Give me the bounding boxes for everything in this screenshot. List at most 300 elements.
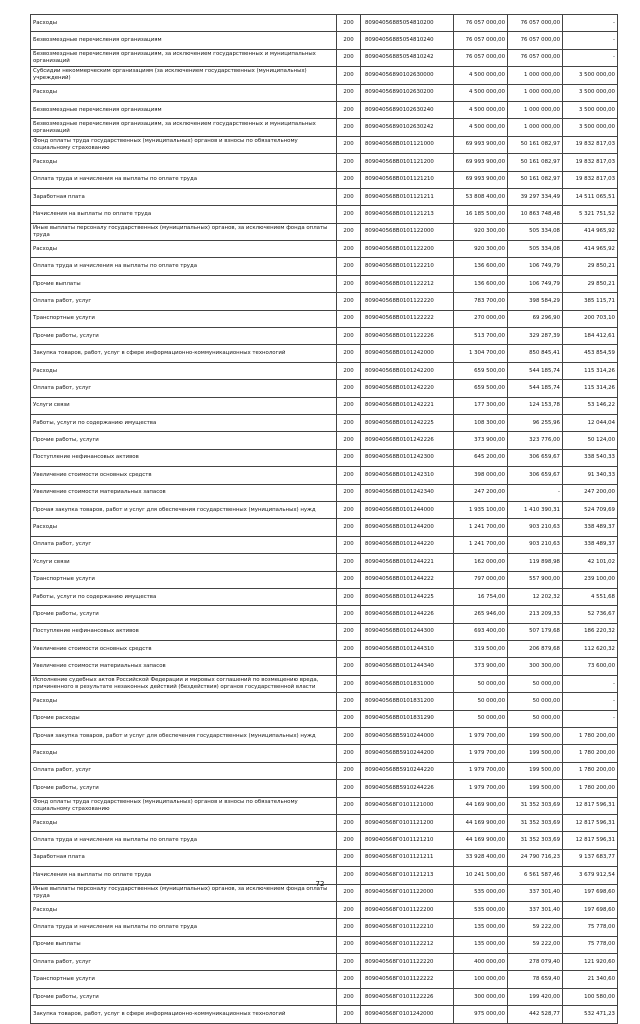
row-name-cell: Увеличение стоимости материальных запасов — [31, 658, 337, 675]
executed-amount-cell: 278 079,40 — [508, 954, 563, 971]
unexecuted-amount-cell: 3 500 000,00 — [563, 67, 618, 84]
row-code-cell: 200 — [337, 849, 361, 866]
approved-amount-cell: 1 979 700,00 — [454, 780, 508, 797]
table-row — [31, 380, 618, 397]
row-name-cell: Расходы — [31, 84, 337, 101]
approved-amount-cell: 4 500 000,00 — [454, 84, 508, 101]
row-name-cell: Расходы — [31, 901, 337, 918]
executed-amount-cell: 124 153,78 — [508, 397, 563, 414]
budget-code-cell: 809040568B0101242221 — [361, 397, 454, 414]
unexecuted-amount-cell: 200 703,10 — [563, 310, 618, 327]
unexecuted-amount-cell: - — [563, 693, 618, 710]
unexecuted-amount-cell: 186 220,32 — [563, 623, 618, 640]
row-code-cell: 200 — [337, 188, 361, 205]
unexecuted-amount-cell: 53 146,22 — [563, 397, 618, 414]
budget-code-cell: 809040568B0101122222 — [361, 310, 454, 327]
row-code-cell: 200 — [337, 223, 361, 240]
unexecuted-amount-cell: - — [563, 710, 618, 727]
table-row — [31, 188, 618, 205]
unexecuted-amount-cell: 3 500 000,00 — [563, 119, 618, 136]
approved-amount-cell: 1 935 100,00 — [454, 501, 508, 518]
row-name-cell: Расходы — [31, 154, 337, 171]
unexecuted-amount-cell: 5 321 751,52 — [563, 206, 618, 223]
budget-code-cell: 809040568Г0101122226 — [361, 988, 454, 1005]
unexecuted-amount-cell: 338 489,37 — [563, 536, 618, 553]
budget-code-cell: 809040568B0101242200 — [361, 362, 454, 379]
budget-code-cell: 809040568Г0101122210 — [361, 919, 454, 936]
unexecuted-amount-cell: 19 832 817,03 — [563, 171, 618, 188]
row-code-cell: 200 — [337, 536, 361, 553]
row-name-cell: Фонд оплаты труда государственных (муниципальных) органов и взносы по обязательному социальному страхованию — [31, 136, 337, 153]
table-row — [31, 901, 618, 918]
unexecuted-amount-cell: 197 698,60 — [563, 901, 618, 918]
executed-amount-cell: 306 659,67 — [508, 467, 563, 484]
unexecuted-amount-cell: 4 551,68 — [563, 588, 618, 605]
row-code-cell: 200 — [337, 49, 361, 66]
table-row — [31, 15, 618, 32]
row-name-cell: Исполнение судебных актов Российской Федерации и мировых соглашений по возмещению вреда, причиненного в результате незаконных действий (бездействия) органов государственной власти — [31, 675, 337, 692]
row-code-cell: 200 — [337, 501, 361, 518]
table-row — [31, 432, 618, 449]
row-name-cell: Прочие работы, услуги — [31, 328, 337, 345]
unexecuted-amount-cell: 12 817 596,31 — [563, 814, 618, 831]
row-code-cell: 200 — [337, 988, 361, 1005]
budget-code-cell: 809040568B5910244226 — [361, 780, 454, 797]
row-code-cell: 200 — [337, 293, 361, 310]
row-name-cell: Увеличение стоимости основных средств — [31, 467, 337, 484]
unexecuted-amount-cell: 197 698,60 — [563, 884, 618, 901]
executed-amount-cell: 12 202,32 — [508, 588, 563, 605]
budget-code-cell: 809040568B0101244340 — [361, 658, 454, 675]
executed-amount-cell: 398 584,29 — [508, 293, 563, 310]
unexecuted-amount-cell: 21 340,60 — [563, 971, 618, 988]
row-name-cell: Безвозмездные перечисления организациям — [31, 101, 337, 118]
row-code-cell: 200 — [337, 867, 361, 884]
row-code-cell: 200 — [337, 954, 361, 971]
row-name-cell: Оплата работ, услуг — [31, 293, 337, 310]
row-name-cell: Услуги связи — [31, 554, 337, 571]
executed-amount-cell: 50 161 082,97 — [508, 171, 563, 188]
executed-amount-cell: 903 210,63 — [508, 519, 563, 536]
unexecuted-amount-cell: 19 832 817,03 — [563, 136, 618, 153]
unexecuted-amount-cell: 3 679 912,54 — [563, 867, 618, 884]
executed-amount-cell: 106 749,79 — [508, 275, 563, 292]
table-row — [31, 849, 618, 866]
row-name-cell: Расходы — [31, 15, 337, 32]
approved-amount-cell: 108 300,00 — [454, 414, 508, 431]
row-code-cell: 200 — [337, 206, 361, 223]
row-code-cell: 200 — [337, 936, 361, 953]
unexecuted-amount-cell: 1 780 200,00 — [563, 780, 618, 797]
executed-amount-cell: 206 879,68 — [508, 641, 563, 658]
budget-code-cell: 809040568B0101122212 — [361, 275, 454, 292]
executed-amount-cell: 1 000 000,00 — [508, 84, 563, 101]
page-number: 72 — [315, 880, 325, 888]
table-row — [31, 745, 618, 762]
row-code-cell: 200 — [337, 154, 361, 171]
row-name-cell: Оплата работ, услуг — [31, 762, 337, 779]
table-row — [31, 275, 618, 292]
budget-code-cell: 809040568Г0101121213 — [361, 867, 454, 884]
row-code-cell: 200 — [337, 519, 361, 536]
executed-amount-cell: 59 222,00 — [508, 936, 563, 953]
approved-amount-cell: 1 304 700,00 — [454, 345, 508, 362]
table-row — [31, 397, 618, 414]
unexecuted-amount-cell: 19 832 817,03 — [563, 154, 618, 171]
unexecuted-amount-cell: 338 489,37 — [563, 519, 618, 536]
row-name-cell: Расходы — [31, 519, 337, 536]
row-name-cell: Безвозмездные перечисления организациям — [31, 32, 337, 49]
row-code-cell: 200 — [337, 693, 361, 710]
executed-amount-cell: 505 334,08 — [508, 241, 563, 258]
executed-amount-cell: 199 420,00 — [508, 988, 563, 1005]
row-code-cell: 200 — [337, 623, 361, 640]
row-name-cell: Заработная плата — [31, 188, 337, 205]
table-row — [31, 814, 618, 831]
table-row — [31, 536, 618, 553]
executed-amount-cell: 96 255,96 — [508, 414, 563, 431]
approved-amount-cell: 50 000,00 — [454, 675, 508, 692]
approved-amount-cell: 76 057 000,00 — [454, 49, 508, 66]
executed-amount-cell: - — [508, 484, 563, 501]
row-code-cell: 200 — [337, 1006, 361, 1023]
table-row — [31, 710, 618, 727]
table-row — [31, 919, 618, 936]
approved-amount-cell: 69 993 900,00 — [454, 136, 508, 153]
row-code-cell: 200 — [337, 345, 361, 362]
executed-amount-cell: 337 301,40 — [508, 884, 563, 901]
row-code-cell: 200 — [337, 728, 361, 745]
row-name-cell: Оплата работ, услуг — [31, 380, 337, 397]
budget-code-cell: 809040568B0101244000 — [361, 501, 454, 518]
row-name-cell: Увеличение стоимости основных средств — [31, 641, 337, 658]
budget-code-cell: 809040568B0101244220 — [361, 536, 454, 553]
unexecuted-amount-cell: 75 778,00 — [563, 919, 618, 936]
row-name-cell: Фонд оплаты труда государственных (муниципальных) органов и взносы по обязательному социальному страхованию — [31, 797, 337, 814]
row-code-cell: 200 — [337, 588, 361, 605]
row-name-cell: Безвозмездные перечисления организациям, за исключением государственных и муниципальных организаций — [31, 119, 337, 136]
budget-code-cell: 809040568B0101121211 — [361, 188, 454, 205]
budget-code-cell: 80904056890102630000 — [361, 67, 454, 84]
unexecuted-amount-cell: 338 540,33 — [563, 449, 618, 466]
row-name-cell: Закупка товаров, работ, услуг в сфере информационно-коммуникационных технологий — [31, 1006, 337, 1023]
budget-code-cell: 809040568B0101244310 — [361, 641, 454, 658]
budget-code-cell: 809040568Г0101122220 — [361, 954, 454, 971]
row-name-cell: Расходы — [31, 745, 337, 762]
approved-amount-cell: 783 700,00 — [454, 293, 508, 310]
approved-amount-cell: 4 500 000,00 — [454, 101, 508, 118]
row-name-cell: Прочие работы, услуги — [31, 432, 337, 449]
approved-amount-cell: 398 000,00 — [454, 467, 508, 484]
approved-amount-cell: 797 000,00 — [454, 571, 508, 588]
unexecuted-amount-cell: 75 778,00 — [563, 936, 618, 953]
table-row — [31, 675, 618, 692]
approved-amount-cell: 50 000,00 — [454, 693, 508, 710]
approved-amount-cell: 135 000,00 — [454, 936, 508, 953]
row-code-cell: 200 — [337, 745, 361, 762]
approved-amount-cell: 920 300,00 — [454, 241, 508, 258]
budget-code-cell: 809040568B0101121213 — [361, 206, 454, 223]
row-code-cell: 200 — [337, 710, 361, 727]
report-sheet — [30, 14, 617, 1024]
row-name-cell: Прочая закупка товаров, работ и услуг для обеспечения государственных (муниципальных) нужд — [31, 501, 337, 518]
approved-amount-cell: 44 169 900,00 — [454, 814, 508, 831]
approved-amount-cell: 373 900,00 — [454, 658, 508, 675]
row-name-cell: Оплата труда и начисления на выплаты по оплате труда — [31, 919, 337, 936]
table-row — [31, 762, 618, 779]
approved-amount-cell: 135 000,00 — [454, 919, 508, 936]
table-row — [31, 414, 618, 431]
approved-amount-cell: 4 500 000,00 — [454, 67, 508, 84]
executed-amount-cell: 850 845,41 — [508, 345, 563, 362]
row-code-cell: 200 — [337, 658, 361, 675]
row-code-cell: 200 — [337, 241, 361, 258]
row-name-cell: Начисления на выплаты по оплате труда — [31, 206, 337, 223]
row-code-cell: 200 — [337, 171, 361, 188]
table-row — [31, 206, 618, 223]
table-row — [31, 658, 618, 675]
unexecuted-amount-cell: 3 500 000,00 — [563, 84, 618, 101]
approved-amount-cell: 16 185 500,00 — [454, 206, 508, 223]
approved-amount-cell: 693 400,00 — [454, 623, 508, 640]
table-row — [31, 362, 618, 379]
table-row — [31, 310, 618, 327]
executed-amount-cell: 31 352 303,69 — [508, 797, 563, 814]
budget-code-cell: 809040568B0101122000 — [361, 223, 454, 240]
table-row — [31, 554, 618, 571]
unexecuted-amount-cell: 115 314,26 — [563, 362, 618, 379]
row-name-cell: Оплата работ, услуг — [31, 954, 337, 971]
row-name-cell: Поступление нефинансовых активов — [31, 623, 337, 640]
unexecuted-amount-cell: - — [563, 15, 618, 32]
row-code-cell: 200 — [337, 901, 361, 918]
unexecuted-amount-cell: 385 115,71 — [563, 293, 618, 310]
unexecuted-amount-cell: 29 850,21 — [563, 275, 618, 292]
approved-amount-cell: 535 000,00 — [454, 901, 508, 918]
table-row — [31, 154, 618, 171]
unexecuted-amount-cell: 524 709,69 — [563, 501, 618, 518]
row-name-cell: Транспортные услуги — [31, 310, 337, 327]
table-row — [31, 832, 618, 849]
row-code-cell: 200 — [337, 571, 361, 588]
row-code-cell: 200 — [337, 328, 361, 345]
row-code-cell: 200 — [337, 884, 361, 901]
budget-code-cell: 809040568B0101244221 — [361, 554, 454, 571]
table-row — [31, 519, 618, 536]
executed-amount-cell: 329 287,39 — [508, 328, 563, 345]
approved-amount-cell: 10 241 500,00 — [454, 867, 508, 884]
budget-code-cell: 809040568Г0101121000 — [361, 797, 454, 814]
executed-amount-cell: 213 209,33 — [508, 606, 563, 623]
row-code-cell: 200 — [337, 362, 361, 379]
approved-amount-cell: 1 241 700,00 — [454, 519, 508, 536]
table-row — [31, 1006, 618, 1023]
unexecuted-amount-cell: 50 124,00 — [563, 432, 618, 449]
budget-code-cell: 809040568B0101122200 — [361, 241, 454, 258]
approved-amount-cell: 53 808 400,00 — [454, 188, 508, 205]
unexecuted-amount-cell: 1 780 200,00 — [563, 762, 618, 779]
executed-amount-cell: 50 000,00 — [508, 675, 563, 692]
executed-amount-cell: 199 500,00 — [508, 780, 563, 797]
row-name-cell: Начисления на выплаты по оплате труда — [31, 867, 337, 884]
executed-amount-cell: 10 863 748,48 — [508, 206, 563, 223]
budget-code-cell: 809040568B0101122226 — [361, 328, 454, 345]
budget-code-cell: 809040568B0101242310 — [361, 467, 454, 484]
row-code-cell: 200 — [337, 762, 361, 779]
unexecuted-amount-cell: 239 100,00 — [563, 571, 618, 588]
table-row — [31, 484, 618, 501]
approved-amount-cell: 76 057 000,00 — [454, 32, 508, 49]
approved-amount-cell: 400 000,00 — [454, 954, 508, 971]
budget-code-cell: 809040568B0101242300 — [361, 449, 454, 466]
executed-amount-cell: 1 000 000,00 — [508, 67, 563, 84]
budget-code-cell: 809040568B0101121200 — [361, 154, 454, 171]
approved-amount-cell: 513 700,00 — [454, 328, 508, 345]
approved-amount-cell: 76 057 000,00 — [454, 15, 508, 32]
unexecuted-amount-cell: 1 780 200,00 — [563, 745, 618, 762]
row-code-cell: 200 — [337, 606, 361, 623]
table-row — [31, 623, 618, 640]
budget-code-cell: 809040568B0101242226 — [361, 432, 454, 449]
approved-amount-cell: 69 993 900,00 — [454, 171, 508, 188]
unexecuted-amount-cell: 42 101,02 — [563, 554, 618, 571]
row-code-cell: 200 — [337, 414, 361, 431]
approved-amount-cell: 16 754,00 — [454, 588, 508, 605]
table-row — [31, 345, 618, 362]
row-code-cell: 200 — [337, 675, 361, 692]
budget-code-cell: 80904056885054810240 — [361, 32, 454, 49]
table-row — [31, 936, 618, 953]
row-name-cell: Расходы — [31, 693, 337, 710]
row-code-cell: 200 — [337, 432, 361, 449]
table-row — [31, 84, 618, 101]
row-name-cell: Расходы — [31, 241, 337, 258]
table-row — [31, 171, 618, 188]
row-name-cell: Работы, услуги по содержанию имущества — [31, 414, 337, 431]
executed-amount-cell: 31 352 303,69 — [508, 832, 563, 849]
table-row — [31, 101, 618, 118]
approved-amount-cell: 69 993 900,00 — [454, 154, 508, 171]
budget-execution-table — [30, 14, 618, 1024]
approved-amount-cell: 319 500,00 — [454, 641, 508, 658]
approved-amount-cell: 177 300,00 — [454, 397, 508, 414]
executed-amount-cell: 24 790 716,23 — [508, 849, 563, 866]
row-code-cell: 200 — [337, 84, 361, 101]
approved-amount-cell: 1 979 700,00 — [454, 762, 508, 779]
executed-amount-cell: 31 352 303,69 — [508, 814, 563, 831]
budget-code-cell: 809040568B0101242340 — [361, 484, 454, 501]
unexecuted-amount-cell: 121 920,60 — [563, 954, 618, 971]
executed-amount-cell: 505 334,08 — [508, 223, 563, 240]
budget-code-cell: 809040568B0101831200 — [361, 693, 454, 710]
table-row — [31, 241, 618, 258]
approved-amount-cell: 920 300,00 — [454, 223, 508, 240]
row-name-cell: Прочие выплаты — [31, 275, 337, 292]
executed-amount-cell: 199 500,00 — [508, 745, 563, 762]
table-row — [31, 571, 618, 588]
budget-code-cell: 80904056890102630240 — [361, 101, 454, 118]
budget-code-cell: 809040568B0101244226 — [361, 606, 454, 623]
unexecuted-amount-cell: 3 500 000,00 — [563, 101, 618, 118]
row-name-cell: Увеличение стоимости материальных запасов — [31, 484, 337, 501]
unexecuted-amount-cell: 414 965,92 — [563, 223, 618, 240]
approved-amount-cell: 50 000,00 — [454, 710, 508, 727]
executed-amount-cell: 50 161 082,97 — [508, 136, 563, 153]
unexecuted-amount-cell: - — [563, 49, 618, 66]
table-body — [31, 15, 618, 1024]
row-code-cell: 200 — [337, 832, 361, 849]
row-code-cell: 200 — [337, 449, 361, 466]
executed-amount-cell: 507 179,68 — [508, 623, 563, 640]
approved-amount-cell: 136 600,00 — [454, 275, 508, 292]
approved-amount-cell: 33 928 400,00 — [454, 849, 508, 866]
budget-code-cell: 809040568B5910244220 — [361, 762, 454, 779]
row-name-cell: Расходы — [31, 362, 337, 379]
table-row — [31, 119, 618, 136]
unexecuted-amount-cell: 52 736,67 — [563, 606, 618, 623]
approved-amount-cell: 659 500,00 — [454, 380, 508, 397]
row-name-cell: Услуги связи — [31, 397, 337, 414]
executed-amount-cell: 119 898,98 — [508, 554, 563, 571]
budget-code-cell: 809040568B0101244222 — [361, 571, 454, 588]
table-row — [31, 588, 618, 605]
row-code-cell: 200 — [337, 641, 361, 658]
executed-amount-cell: 76 057 000,00 — [508, 32, 563, 49]
row-name-cell: Прочая закупка товаров, работ и услуг для обеспечения государственных (муниципальных) нужд — [31, 728, 337, 745]
unexecuted-amount-cell: 12 044,04 — [563, 414, 618, 431]
executed-amount-cell: 337 301,40 — [508, 901, 563, 918]
row-name-cell: Прочие расходы — [31, 710, 337, 727]
unexecuted-amount-cell: 100 580,00 — [563, 988, 618, 1005]
row-name-cell: Заработная плата — [31, 849, 337, 866]
table-row — [31, 501, 618, 518]
budget-code-cell: 809040568Г0101121200 — [361, 814, 454, 831]
budget-code-cell: 809040568B5910244000 — [361, 728, 454, 745]
row-code-cell: 200 — [337, 380, 361, 397]
table-row — [31, 797, 618, 814]
row-name-cell: Оплата труда и начисления на выплаты по оплате труда — [31, 832, 337, 849]
table-row — [31, 67, 618, 84]
executed-amount-cell: 39 297 334,49 — [508, 188, 563, 205]
budget-code-cell: 809040568B0101244200 — [361, 519, 454, 536]
row-code-cell: 200 — [337, 780, 361, 797]
approved-amount-cell: 247 200,00 — [454, 484, 508, 501]
row-name-cell: Оплата труда и начисления на выплаты по оплате труда — [31, 171, 337, 188]
unexecuted-amount-cell: 414 965,92 — [563, 241, 618, 258]
row-name-cell: Иные выплаты персоналу государственных (муниципальных) органов, за исключением фонда оплаты труда — [31, 223, 337, 240]
executed-amount-cell: 76 057 000,00 — [508, 49, 563, 66]
unexecuted-amount-cell: 12 817 596,31 — [563, 832, 618, 849]
unexecuted-amount-cell: 9 137 683,77 — [563, 849, 618, 866]
row-name-cell: Прочие работы, услуги — [31, 606, 337, 623]
unexecuted-amount-cell: 247 200,00 — [563, 484, 618, 501]
executed-amount-cell: 50 000,00 — [508, 693, 563, 710]
table-row — [31, 32, 618, 49]
row-code-cell: 200 — [337, 484, 361, 501]
row-code-cell: 200 — [337, 971, 361, 988]
budget-code-cell: 80904056885054810242 — [361, 49, 454, 66]
row-name-cell: Субсидии некоммерческим организациям (за исключением государственных (муниципальных) учреждений) — [31, 67, 337, 84]
approved-amount-cell: 975 000,00 — [454, 1006, 508, 1023]
executed-amount-cell: 323 776,00 — [508, 432, 563, 449]
budget-code-cell: 80904056885054810200 — [361, 15, 454, 32]
row-name-cell: Расходы — [31, 814, 337, 831]
row-code-cell: 200 — [337, 797, 361, 814]
approved-amount-cell: 136 600,00 — [454, 258, 508, 275]
table-row — [31, 449, 618, 466]
row-code-cell: 200 — [337, 119, 361, 136]
row-name-cell: Транспортные услуги — [31, 971, 337, 988]
